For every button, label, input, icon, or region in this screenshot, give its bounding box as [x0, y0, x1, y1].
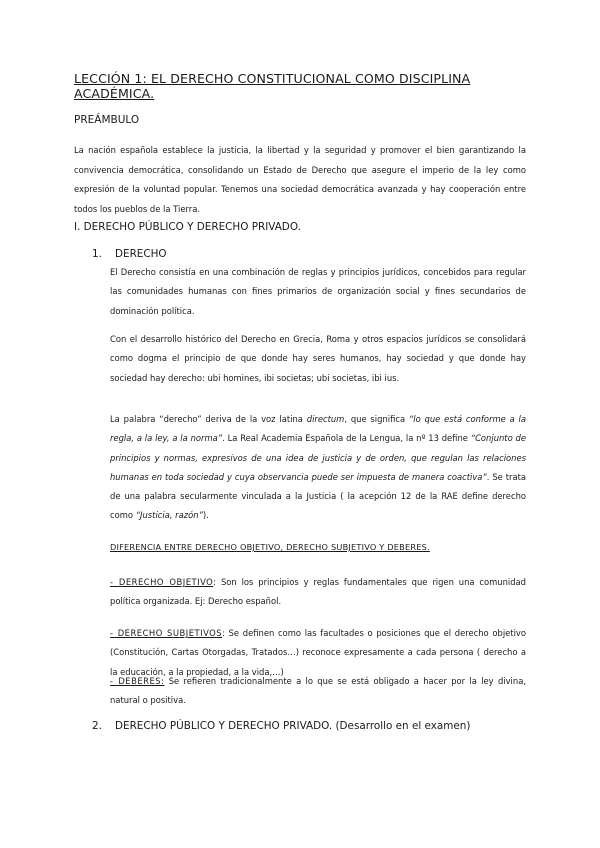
p3-term-directum: directum — [306, 414, 345, 424]
derecho-objetivo-text: : Son los principios y reglas fundamentales que rigen una comunidad política organizada. Ej: Derecho español. — [110, 577, 527, 607]
p3-text-i: ). — [202, 510, 209, 521]
lesson-title: LECCIÓN 1: EL DERECHO CONSTITUCIONAL COMO DISCIPLINA ACADÉMICA. — [74, 71, 471, 101]
item-2-title: DERECHO PÚBLICO Y DERECHO PRIVADO. (Desarrollo en el examen) — [115, 720, 471, 732]
deberes-label: - DEBERES: — [110, 676, 165, 686]
item-1-title: DERECHO — [115, 248, 167, 260]
p3-meaning-quote: “lo que está conforme a la regla, a la ley, a la norma” — [110, 414, 527, 444]
item-2-number: 2. — [92, 720, 102, 732]
p3-text-a: La palabra “derecho” deriva de la voz latina — [110, 414, 307, 424]
item-2-heading — [92, 720, 470, 732]
difference-heading: DIFERENCIA ENTRE DERECHO OBJETIVO, DERECHO SUBJETIVO Y DEBERES. — [110, 542, 430, 552]
derecho-subjetivos-text: : Se definen como las facultades o posiciones que el derecho objetivo (Constitución, Cartas Otorgadas, Tratados…) reconoce expresamente a cada persona ( derecho a la educación, a la propiedad, a la vida,…) — [110, 628, 526, 677]
derecho-paragraph-2: Con el desarrollo histórico del Derecho en Grecia, Roma y otros espacios jurídicos se consolidará como dogma el principio de que donde hay seres humanos, hay sociedad y que donde hay sociedad hay derecho: ubi homines, ibi societas; ubi societas, ibi ius. — [110, 334, 526, 383]
p3-text-g: . Se trata de una palabra secularmente vinculada a la Justicia ( la acepción 12 de la RAE define derecho como — [110, 471, 526, 521]
p3-rae-definition: “Conjunto de principios y normas, expresivos de una idea de justicia y de orden, que regulan las relaciones humanas en toda sociedad y cuya observancia puede ser impuesta de manera coactiva” — [110, 433, 527, 482]
p3-rae-acepcion: “Justicia, razón” — [135, 510, 203, 521]
p3-text-c: , que significa — [344, 414, 409, 424]
deberes-definition — [110, 672, 526, 711]
item-1-heading — [92, 248, 167, 260]
preamble-heading: PREÁMBULO — [74, 114, 140, 126]
derecho-objetivo-definition — [110, 573, 526, 612]
derecho-subjetivos-label: - DERECHO SUBJETIVOS — [110, 628, 223, 638]
p3-text-e: . La Real Academia Española de la Lengua, la nº 13 define — [222, 433, 471, 444]
derecho-paragraph-1: El Derecho consistía en una combinación de reglas y principios jurídicos, concebidos para regular las comunidades humanas con fines primarios de organización social y fines secundarios de dominación política. — [110, 267, 526, 316]
deberes-text: Se refieren tradicionalmente a lo que se está obligado a hacer por la ley divina, natural o positiva. — [110, 676, 526, 706]
derecho-objetivo-label: - DERECHO OBJETIVO — [110, 577, 214, 587]
derecho-paragraph-3 — [110, 410, 526, 526]
item-1-number: 1. — [92, 248, 102, 260]
preamble-paragraph: La nación española establece la justicia, la libertad y la seguridad y promover el bien garantizando la convivencia democrática, consolidando un Estado de Derecho que asegure el imperio de la ley como expresión de la voluntad popular. Tenemos una sociedad democrática avanzada y hay cooperación entre todos los pueblos de la Tierra. — [74, 145, 526, 214]
section-heading: I. DERECHO PÚBLICO Y DERECHO PRIVADO. — [74, 221, 301, 233]
